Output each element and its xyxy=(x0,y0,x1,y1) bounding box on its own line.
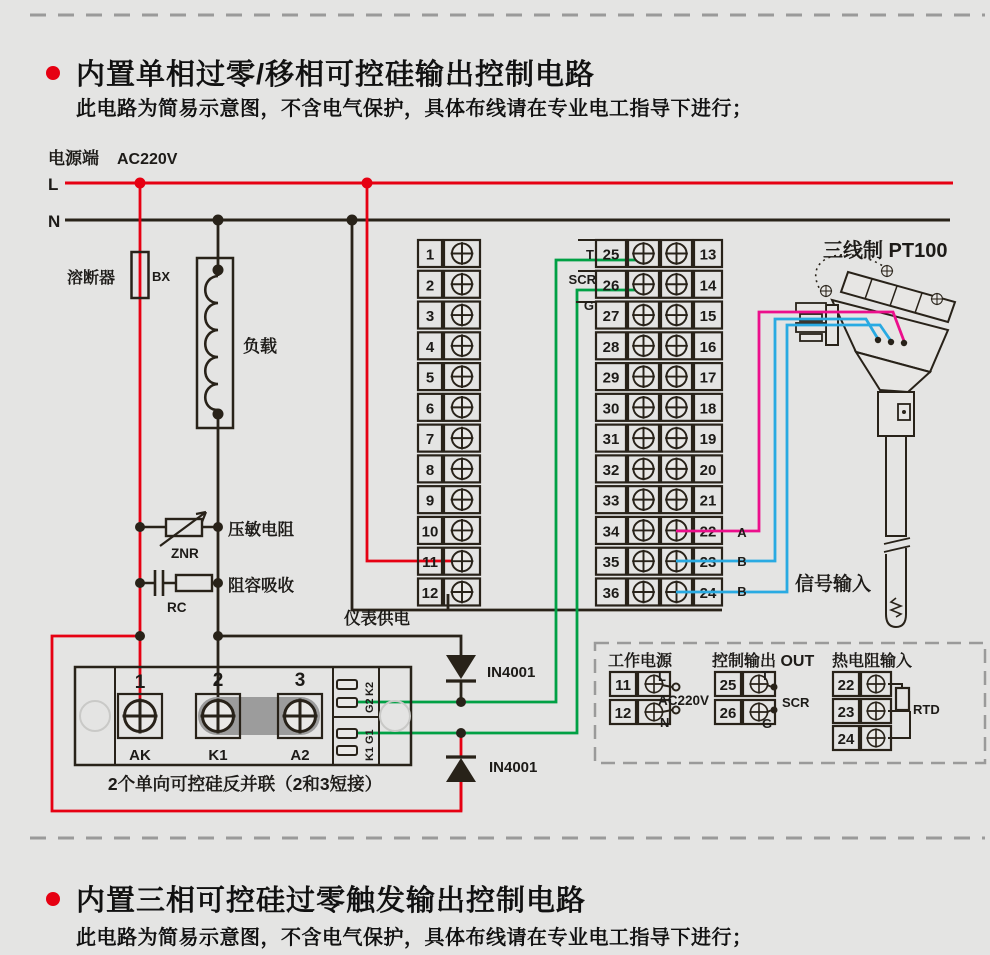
varistor-code: ZNR xyxy=(171,546,199,561)
cap-screw-icon xyxy=(881,265,893,277)
terminal-number: 11 xyxy=(422,554,438,572)
screw-terminal-icon xyxy=(451,519,474,542)
terminal-number: 5 xyxy=(425,369,435,387)
legend-l-label: L xyxy=(658,669,666,684)
screw-terminal-icon xyxy=(665,458,688,481)
fuse xyxy=(67,252,170,298)
screw-terminal-icon xyxy=(451,550,474,573)
terminal-number: 34 xyxy=(602,523,620,541)
terminal-number: 35 xyxy=(602,554,620,572)
diode1-label: IN4001 xyxy=(487,664,536,681)
terminal-number: 19 xyxy=(699,431,717,449)
scr-label-a2: A2 xyxy=(290,747,310,764)
screw-terminal-icon xyxy=(451,427,474,450)
probe-tube-lower xyxy=(886,548,906,627)
legend-rtd-title: 热电阻输入 xyxy=(832,653,913,670)
diode2 xyxy=(446,733,537,811)
mount-hole-icon xyxy=(80,701,110,731)
scr-terminal-2: 2 xyxy=(212,670,224,691)
rtd-resistor-body xyxy=(896,688,909,710)
screw-terminal-icon xyxy=(632,488,655,511)
screw-terminal-icon xyxy=(451,365,474,388)
terminal-number: 23 xyxy=(837,704,855,721)
terminal-number: 10 xyxy=(421,523,439,541)
junction-dot xyxy=(456,728,466,738)
varistor-label: 压敏电阻 xyxy=(228,521,294,539)
load-label: 负载 xyxy=(243,337,277,356)
capacitor-icon xyxy=(155,570,163,596)
inductor-coil-icon xyxy=(205,276,218,410)
screw-terminal-icon xyxy=(665,334,688,357)
mount-hole-icon xyxy=(380,701,410,731)
legend-rtd-label: RTD xyxy=(913,702,940,717)
junction-dot xyxy=(135,178,146,189)
junction-dot xyxy=(213,265,224,276)
legend-control-output xyxy=(712,651,814,731)
legend xyxy=(595,643,985,763)
signal-input-label: 信号输入 xyxy=(795,574,872,595)
open-terminal-icon xyxy=(673,684,680,691)
terminal-number: 31 xyxy=(602,431,620,449)
terminal-number: 9 xyxy=(425,492,435,510)
hinge-screw-icon xyxy=(820,285,832,297)
trigger-wires xyxy=(352,260,643,733)
power-rails xyxy=(48,148,953,231)
terminal-number: 32 xyxy=(602,461,620,479)
terminal-number: 26 xyxy=(602,277,620,295)
scr-module xyxy=(75,667,411,794)
terminal-number: 25 xyxy=(719,677,737,694)
pin-label-k2: K2 xyxy=(364,681,376,696)
screw-terminal-icon xyxy=(632,365,655,388)
gate-pin xyxy=(337,729,357,738)
terminal-number: 23 xyxy=(699,554,717,572)
signal-wire-b2 xyxy=(676,325,891,592)
screw-terminal-icon xyxy=(632,458,655,481)
screw-terminal-icon xyxy=(451,581,474,604)
terminal-number: 21 xyxy=(699,492,717,510)
pin-label-g2: G2 xyxy=(364,698,376,713)
diode2-label: IN4001 xyxy=(489,759,538,776)
terminal-number: 17 xyxy=(699,369,717,387)
screw-terminal-icon xyxy=(632,519,655,542)
terminal-number: 12 xyxy=(421,584,439,602)
pin-label-g1: G1 xyxy=(364,729,376,744)
line-l-label: L xyxy=(48,175,59,194)
terminal-number: 22 xyxy=(837,677,855,694)
junction-dot xyxy=(456,697,466,707)
terminal-number: 1 xyxy=(425,246,435,264)
terminal-number: 15 xyxy=(699,308,717,326)
collar-dot xyxy=(902,410,906,414)
legend-output-title: 控制输出 OUT xyxy=(712,653,815,670)
diode-icon xyxy=(446,758,476,782)
terminal-number: 14 xyxy=(699,277,717,295)
meter-supply-label: 仪表供电 xyxy=(344,610,410,628)
power-source-label: 电源端 xyxy=(48,149,99,168)
junction-dot xyxy=(362,178,373,189)
meter-supply-neutral-wire xyxy=(352,220,722,610)
pin-label-k1: K1 xyxy=(364,746,376,761)
rtd-element-icon xyxy=(891,598,901,617)
diode1-feed-wire xyxy=(218,636,461,655)
terminal-number: 12 xyxy=(614,705,632,722)
screw-terminal-icon xyxy=(451,334,474,357)
terminal-number: 18 xyxy=(699,400,717,418)
signal-b1-label: B xyxy=(737,554,747,569)
screw-terminal-icon xyxy=(866,701,885,720)
section1-title: 内置单相过零/移相可控硅输出控制电路 xyxy=(76,59,596,91)
screw-terminal-icon xyxy=(451,304,474,327)
pt100-sensor xyxy=(796,238,955,627)
screw-terminal-icon xyxy=(665,242,688,265)
terminal-number: 24 xyxy=(699,584,717,602)
legend-n-label: N xyxy=(660,715,670,730)
terminal-rows xyxy=(418,240,722,605)
screw-terminal-icon xyxy=(451,242,474,265)
junction-dot xyxy=(213,215,224,226)
resistor-body xyxy=(176,575,212,591)
rc-label: 阻容吸收 xyxy=(228,577,294,595)
legend-rtd-input xyxy=(832,651,940,750)
signal-a-label: A xyxy=(737,525,747,540)
out-g-label: G xyxy=(583,298,594,313)
terminal-number: 7 xyxy=(425,431,435,449)
junction-dot xyxy=(135,631,145,641)
scr-label-k1: K1 xyxy=(208,747,228,764)
output-terminal-labels xyxy=(569,240,597,313)
legend-t-label: T xyxy=(761,668,769,683)
screw-terminal-icon xyxy=(866,674,885,693)
section2-subtitle: 此电路为简易示意图，不含电气保护，具体布线请在专业电工指导下进行； xyxy=(76,927,753,949)
screw-terminal-icon xyxy=(632,581,655,604)
legend-g-label: G xyxy=(762,716,773,731)
screw-terminal-icon xyxy=(632,396,655,419)
out-scr-label: SCR xyxy=(568,272,596,287)
load-body xyxy=(197,258,233,428)
terminal-number: 13 xyxy=(699,246,717,264)
screw-terminal-icon xyxy=(632,427,655,450)
screw-terminal-icon xyxy=(665,488,688,511)
terminal-number: 4 xyxy=(425,338,435,356)
terminal-number: 3 xyxy=(425,308,435,326)
scr-terminal-1: 1 xyxy=(134,672,146,693)
sensor-collar xyxy=(878,392,914,436)
fuse-code: BX xyxy=(152,269,171,284)
terminal-number: 16 xyxy=(699,338,717,356)
terminal-number: 27 xyxy=(602,308,620,326)
terminal-number: 28 xyxy=(602,338,620,356)
screw-terminal-icon xyxy=(665,396,688,419)
rc-code: RC xyxy=(167,600,187,615)
terminal-number: 11 xyxy=(615,677,631,694)
section2-header xyxy=(46,878,586,919)
scr-label-ak: AK xyxy=(129,747,151,764)
signal-b2-label: B xyxy=(737,584,747,599)
screw-terminal-icon xyxy=(451,273,474,296)
power-voltage-label: AC220V xyxy=(117,151,178,168)
section2-title: 内置三相可控硅过零触发输出控制电路 xyxy=(76,885,587,917)
junction-dot xyxy=(213,631,223,641)
terminal-number: 24 xyxy=(837,731,855,748)
sensor-pin-dot xyxy=(901,340,907,346)
diode1 xyxy=(446,655,535,702)
screw-terminal-icon xyxy=(632,273,655,296)
sensor-pin-dot xyxy=(875,337,881,343)
probe-tube-upper xyxy=(886,436,906,536)
fuse-label: 溶断器 xyxy=(67,270,116,287)
screw-terminal-icon xyxy=(451,488,474,511)
load xyxy=(197,258,277,428)
scr-terminal-3: 3 xyxy=(294,670,306,691)
terminal-number: 33 xyxy=(602,492,620,510)
red-bullet-icon xyxy=(46,892,60,906)
legend-scr-label: SCR xyxy=(782,695,810,710)
legend-working-power xyxy=(608,651,709,730)
pt100-title: 三线制 PT100 xyxy=(823,240,948,262)
terminal-number: 6 xyxy=(425,400,435,418)
gate-pin xyxy=(337,680,357,689)
screw-terminal-icon xyxy=(866,728,885,747)
terminal-number: 25 xyxy=(602,246,620,264)
legend-voltage-label: AC220V xyxy=(658,693,710,708)
screw-terminal-icon xyxy=(123,699,158,734)
section1-subtitle: 此电路为简易示意图，不含电气保护，具体布线请在专业电工指导下进行； xyxy=(76,98,753,120)
screw-terminal-icon xyxy=(665,304,688,327)
junction-dot xyxy=(347,215,358,226)
legend-power-title: 工作电源 xyxy=(608,653,673,670)
diode-icon xyxy=(446,655,476,679)
screw-terminal-icon xyxy=(665,365,688,388)
terminal-number: 2 xyxy=(425,277,435,295)
screw-terminal-icon xyxy=(632,334,655,357)
gate-pin xyxy=(337,698,357,707)
terminal-dot xyxy=(771,684,778,691)
terminal-number: 20 xyxy=(699,461,717,479)
junction-dot xyxy=(213,409,224,420)
terminal-number: 22 xyxy=(699,523,717,541)
terminal-number: 29 xyxy=(602,369,620,387)
screw-terminal-icon xyxy=(632,550,655,573)
terminal-number: 36 xyxy=(602,584,620,602)
screw-terminal-icon xyxy=(451,396,474,419)
terminal-number: 30 xyxy=(602,400,620,418)
screw-terminal-icon xyxy=(451,458,474,481)
terminal-number: 26 xyxy=(719,705,737,722)
line-n-label: N xyxy=(48,212,61,231)
screw-terminal-icon xyxy=(632,304,655,327)
sensor-pin-dot xyxy=(888,339,894,345)
screw-terminal-icon xyxy=(665,273,688,296)
terminal-dot xyxy=(771,707,778,714)
out-t-label: T xyxy=(586,247,594,262)
terminal-number: 8 xyxy=(425,461,435,479)
screw-terminal-icon xyxy=(632,242,655,265)
scr-module-caption: 2个单向可控硅反并联（2和3短接） xyxy=(107,774,383,794)
screw-terminal-icon xyxy=(665,427,688,450)
gate-pin xyxy=(337,746,357,755)
